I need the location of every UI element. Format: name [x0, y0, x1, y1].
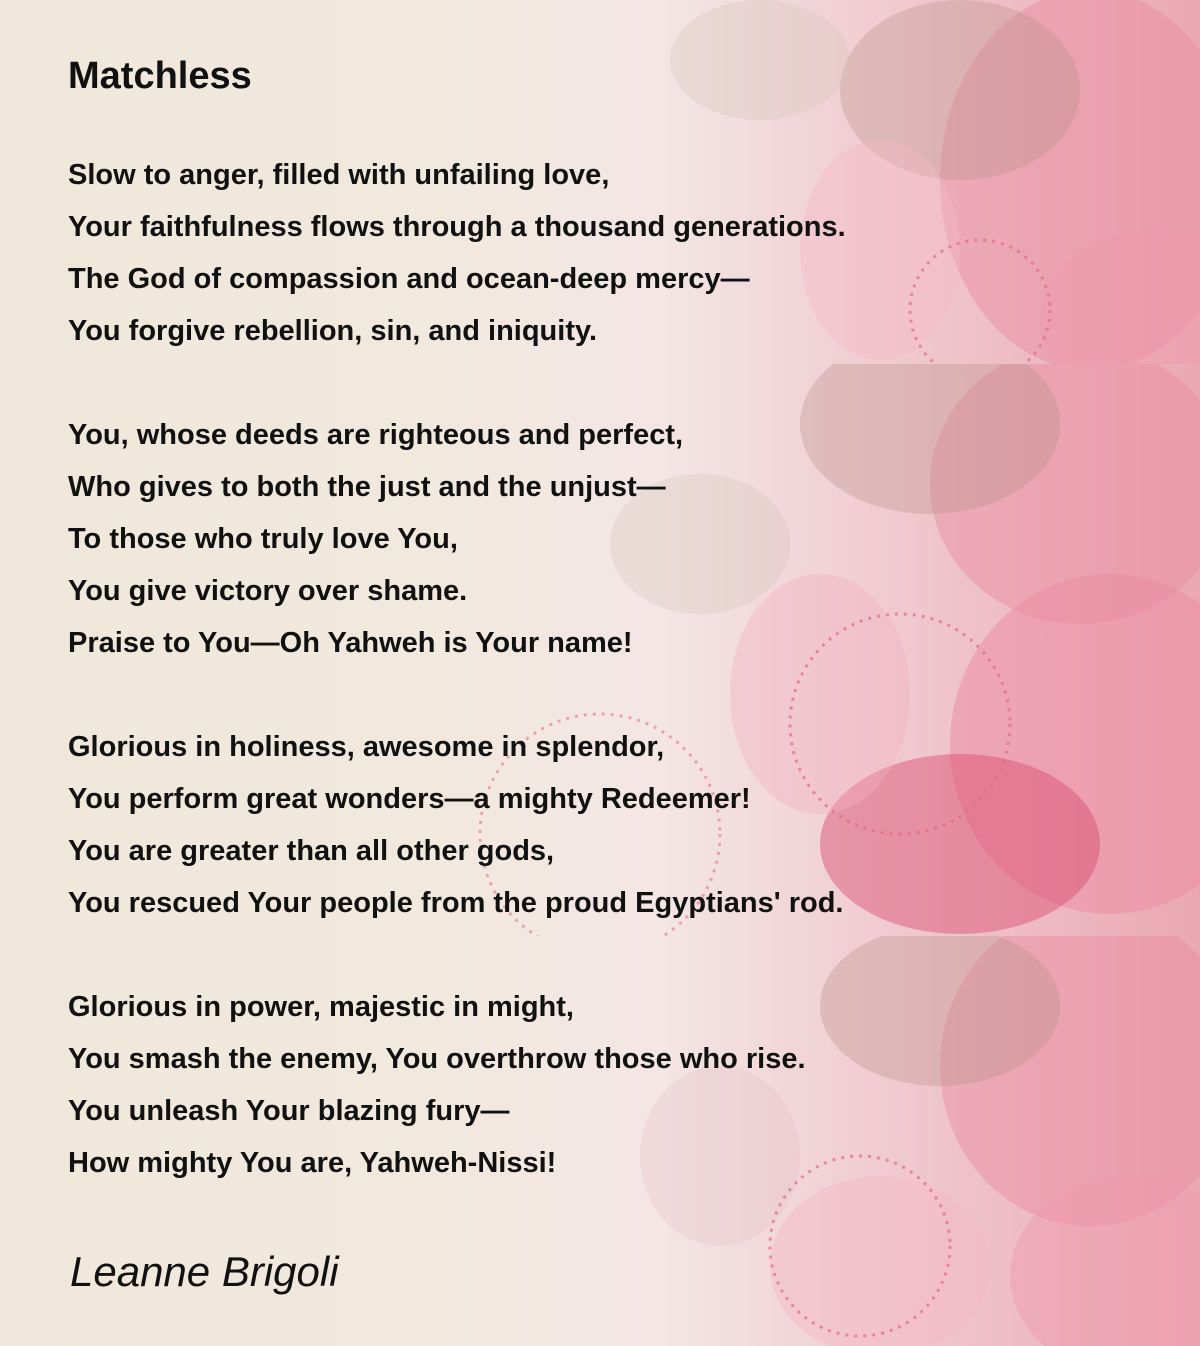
stanza-1 — [68, 149, 846, 357]
stanza-2 — [68, 409, 683, 669]
poem-line: Who gives to both the just and the unjust— — [68, 471, 666, 503]
poem-line: You give victory over shame. — [68, 575, 468, 607]
poem-line: You unleash Your blazing fury— — [68, 1095, 510, 1127]
poem-line: You smash the enemy, You overthrow those who rise. — [68, 1043, 806, 1075]
poem-line: The God of compassion and ocean-deep mercy— — [68, 263, 750, 295]
poem-title: Matchless — [68, 55, 252, 97]
poem-line: Your faithfulness flows through a thousand generations. — [68, 211, 846, 243]
poem-line: You rescued Your people from the proud Egyptians' rod. — [68, 887, 844, 919]
stanza-3 — [68, 721, 843, 929]
stanza-4 — [68, 981, 806, 1189]
poem-line: You, whose deeds are righteous and perfect, — [68, 419, 684, 451]
poem-line: You are greater than all other gods, — [68, 835, 555, 867]
poem-line: You forgive rebellion, sin, and iniquity. — [68, 315, 598, 347]
poem-line: Glorious in power, majestic in might, — [68, 991, 574, 1023]
poem-line: Slow to anger, filled with unfailing love, — [68, 159, 610, 191]
poem-line: Praise to You—Oh Yahweh is Your name! — [68, 627, 633, 659]
poem-line: How mighty You are, Yahweh-Nissi! — [68, 1147, 557, 1179]
poem-line: Glorious in holiness, awesome in splendor, — [68, 731, 665, 763]
poem-line: To those who truly love You, — [68, 523, 458, 555]
poem-line: You perform great wonders—a mighty Redeemer! — [68, 783, 751, 815]
poem-author: Leanne Brigoli — [70, 1248, 339, 1295]
